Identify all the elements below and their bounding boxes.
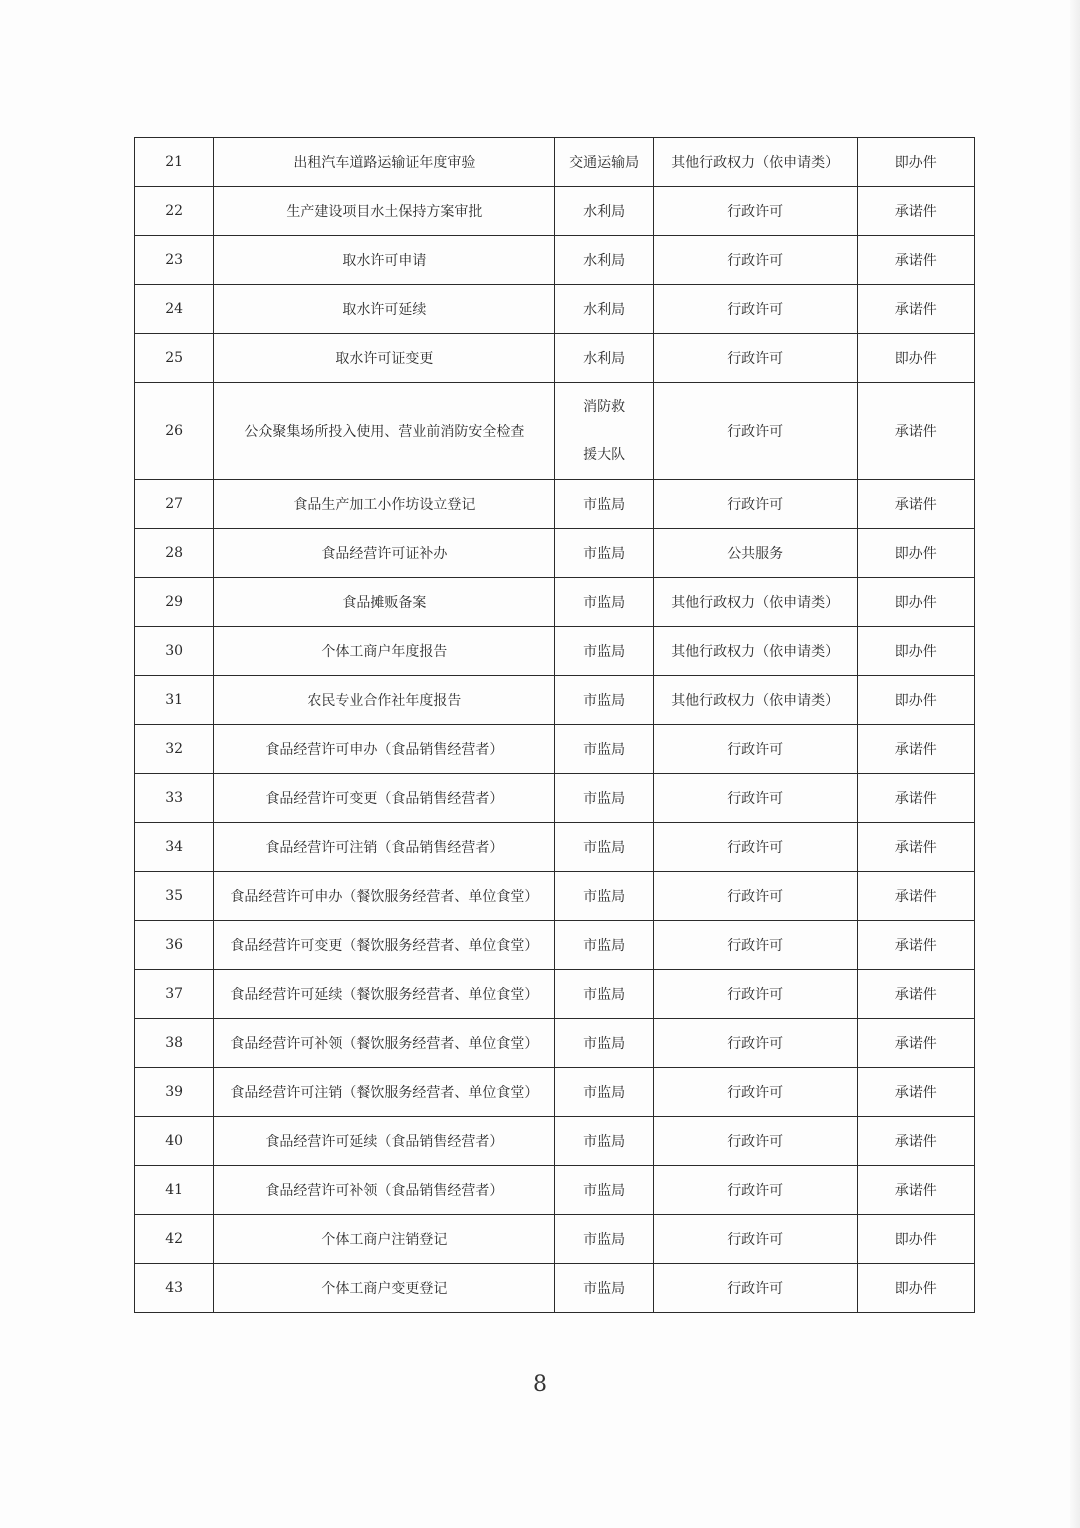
table-row [135, 383, 975, 480]
scan-edge [1070, 0, 1080, 1528]
item-name: 出租汽车道路运输证年度审验 [214, 138, 555, 187]
row-number: 31 [135, 676, 214, 725]
table-row [135, 1264, 975, 1313]
table-row [135, 1166, 975, 1215]
department: 市监局 [555, 1264, 653, 1313]
item-name: 食品经营许可补领（食品销售经营者） [214, 1166, 555, 1215]
handling-mode: 承诺件 [857, 1166, 974, 1215]
power-type: 行政许可 [653, 1166, 857, 1215]
row-number: 32 [135, 725, 214, 774]
handling-mode: 承诺件 [857, 823, 974, 872]
department: 交通运输局 [555, 138, 653, 187]
handling-mode: 承诺件 [857, 285, 974, 334]
power-type: 行政许可 [653, 383, 857, 480]
item-name: 食品经营许可注销（餐饮服务经营者、单位食堂） [214, 1068, 555, 1117]
row-number: 37 [135, 970, 214, 1019]
table-row [135, 872, 975, 921]
handling-mode: 承诺件 [857, 1019, 974, 1068]
row-number: 30 [135, 627, 214, 676]
row-number: 22 [135, 187, 214, 236]
table-row [135, 529, 975, 578]
handling-mode: 即办件 [857, 1215, 974, 1264]
handling-mode: 承诺件 [857, 383, 974, 480]
power-type: 行政许可 [653, 1264, 857, 1313]
power-type: 行政许可 [653, 480, 857, 529]
handling-mode: 承诺件 [857, 1068, 974, 1117]
row-number: 34 [135, 823, 214, 872]
table-row [135, 334, 975, 383]
power-type: 行政许可 [653, 872, 857, 921]
row-number: 26 [135, 383, 214, 480]
row-number: 42 [135, 1215, 214, 1264]
department: 水利局 [555, 187, 653, 236]
table-row [135, 627, 975, 676]
handling-mode: 承诺件 [857, 236, 974, 285]
handling-mode: 即办件 [857, 1264, 974, 1313]
power-type: 其他行政权力（依申请类） [653, 578, 857, 627]
department: 市监局 [555, 1166, 653, 1215]
row-number: 28 [135, 529, 214, 578]
table-row [135, 480, 975, 529]
row-number: 24 [135, 285, 214, 334]
handling-mode: 即办件 [857, 138, 974, 187]
item-name: 食品经营许可延续（食品销售经营者） [214, 1117, 555, 1166]
item-name: 食品经营许可注销（食品销售经营者） [214, 823, 555, 872]
department: 市监局 [555, 578, 653, 627]
item-name: 个体工商户注销登记 [214, 1215, 555, 1264]
item-name: 食品经营许可证补办 [214, 529, 555, 578]
row-number: 27 [135, 480, 214, 529]
table-row [135, 138, 975, 187]
handling-mode: 承诺件 [857, 725, 974, 774]
row-number: 21 [135, 138, 214, 187]
item-name: 食品经营许可申办（食品销售经营者） [214, 725, 555, 774]
item-name: 食品经营许可变更（食品销售经营者） [214, 774, 555, 823]
item-name: 食品经营许可补领（餐饮服务经营者、单位食堂） [214, 1019, 555, 1068]
department: 市监局 [555, 872, 653, 921]
department: 市监局 [555, 970, 653, 1019]
handling-mode: 承诺件 [857, 970, 974, 1019]
handling-mode: 即办件 [857, 627, 974, 676]
row-number: 23 [135, 236, 214, 285]
table-row [135, 1019, 975, 1068]
power-type: 行政许可 [653, 1068, 857, 1117]
power-type: 行政许可 [653, 187, 857, 236]
power-type: 行政许可 [653, 774, 857, 823]
service-items-table [134, 137, 975, 1313]
handling-mode: 即办件 [857, 529, 974, 578]
table-row [135, 236, 975, 285]
handling-mode: 承诺件 [857, 1117, 974, 1166]
table-row [135, 187, 975, 236]
department-line-1: 消防救 [583, 399, 626, 415]
handling-mode: 即办件 [857, 334, 974, 383]
row-number: 40 [135, 1117, 214, 1166]
item-name: 食品生产加工小作坊设立登记 [214, 480, 555, 529]
row-number: 35 [135, 872, 214, 921]
department: 市监局 [555, 627, 653, 676]
table-row [135, 1068, 975, 1117]
department: 市监局 [555, 480, 653, 529]
row-number: 38 [135, 1019, 214, 1068]
item-name: 公众聚集场所投入使用、营业前消防安全检查 [214, 383, 555, 480]
item-name: 个体工商户年度报告 [214, 627, 555, 676]
department: 市监局 [555, 676, 653, 725]
department: 水利局 [555, 236, 653, 285]
table-row [135, 578, 975, 627]
department: 市监局 [555, 774, 653, 823]
department-line-2: 援大队 [583, 447, 626, 463]
table-row [135, 823, 975, 872]
power-type: 行政许可 [653, 285, 857, 334]
handling-mode: 承诺件 [857, 921, 974, 970]
item-name: 食品经营许可申办（餐饮服务经营者、单位食堂） [214, 872, 555, 921]
table-row [135, 1117, 975, 1166]
table-row [135, 1215, 975, 1264]
row-number: 39 [135, 1068, 214, 1117]
handling-mode: 承诺件 [857, 187, 974, 236]
power-type: 其他行政权力（依申请类） [653, 676, 857, 725]
department: 市监局 [555, 1019, 653, 1068]
department: 市监局 [555, 1117, 653, 1166]
row-number: 33 [135, 774, 214, 823]
department: 市监局 [555, 921, 653, 970]
item-name: 食品摊贩备案 [214, 578, 555, 627]
item-name: 个体工商户变更登记 [214, 1264, 555, 1313]
department: 市监局 [555, 823, 653, 872]
department [555, 383, 653, 480]
department: 市监局 [555, 1068, 653, 1117]
power-type: 行政许可 [653, 970, 857, 1019]
power-type: 其他行政权力（依申请类） [653, 627, 857, 676]
handling-mode: 承诺件 [857, 872, 974, 921]
table-row [135, 921, 975, 970]
handling-mode: 即办件 [857, 676, 974, 725]
item-name: 取水许可延续 [214, 285, 555, 334]
power-type: 行政许可 [653, 236, 857, 285]
item-name: 农民专业合作社年度报告 [214, 676, 555, 725]
department: 水利局 [555, 285, 653, 334]
department: 市监局 [555, 529, 653, 578]
power-type: 公共服务 [653, 529, 857, 578]
department: 水利局 [555, 334, 653, 383]
power-type: 其他行政权力（依申请类） [653, 138, 857, 187]
power-type: 行政许可 [653, 725, 857, 774]
row-number: 36 [135, 921, 214, 970]
power-type: 行政许可 [653, 1215, 857, 1264]
item-name: 取水许可证变更 [214, 334, 555, 383]
power-type: 行政许可 [653, 823, 857, 872]
department: 市监局 [555, 725, 653, 774]
handling-mode: 承诺件 [857, 774, 974, 823]
power-type: 行政许可 [653, 921, 857, 970]
item-name: 取水许可申请 [214, 236, 555, 285]
handling-mode: 即办件 [857, 578, 974, 627]
item-name: 食品经营许可延续（餐饮服务经营者、单位食堂） [214, 970, 555, 1019]
page-number: 8 [533, 1372, 547, 1397]
department: 市监局 [555, 1215, 653, 1264]
item-name: 生产建设项目水土保持方案审批 [214, 187, 555, 236]
row-number: 29 [135, 578, 214, 627]
table-row [135, 676, 975, 725]
power-type: 行政许可 [653, 1117, 857, 1166]
handling-mode: 承诺件 [857, 480, 974, 529]
power-type: 行政许可 [653, 334, 857, 383]
table-row [135, 725, 975, 774]
table-row [135, 970, 975, 1019]
power-type: 行政许可 [653, 1019, 857, 1068]
row-number: 41 [135, 1166, 214, 1215]
table-row [135, 774, 975, 823]
row-number: 43 [135, 1264, 214, 1313]
row-number: 25 [135, 334, 214, 383]
table-row [135, 285, 975, 334]
item-name: 食品经营许可变更（餐饮服务经营者、单位食堂） [214, 921, 555, 970]
